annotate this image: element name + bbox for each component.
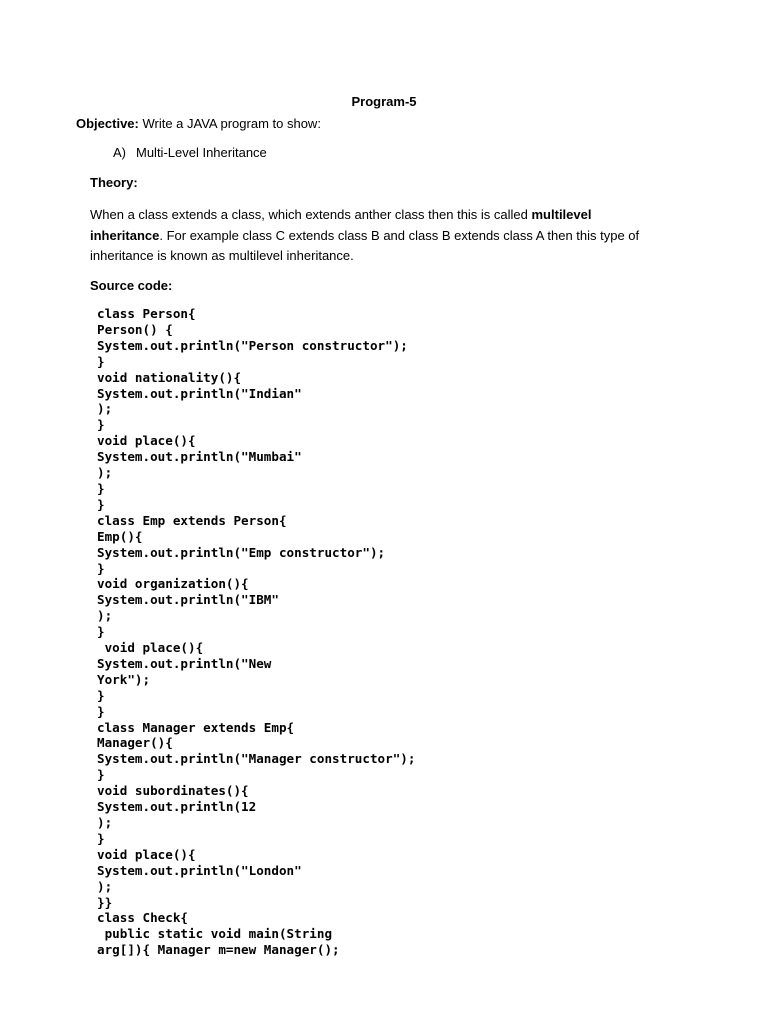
- list-item: [113, 145, 267, 160]
- source-code-block: class Person{ Person() { System.out.println("Person constructor"); } void nationality(){ System.out.println("Indian" ); } void place(){ System.out.println("Mumbai" ); } } class Emp extends Person{ Emp(){ System.out.println("Emp constructor"); } void organization(){ System.out.println("IBM" ); } void place(){ System.out.println("New York"); } } class Manager extends Emp{ Manager(){ System.out.println("Manager constructor"); } void subordinates(){ System.out.println(12 ); } void place(){ System.out.println("London" ); }} class Check{ public static void main(String arg[]){ Manager m=new Manager();: [97, 306, 416, 958]
- theory-line-3: inheritance is known as multilevel inheritance.: [90, 248, 354, 263]
- objective-text: Write a JAVA program to show:: [138, 116, 321, 131]
- list-item-text: Multi-Level Inheritance: [136, 145, 267, 160]
- source-code-heading: Source code:: [90, 278, 173, 293]
- theory-line-1: [90, 205, 690, 226]
- theory-paragraph: [90, 205, 690, 267]
- list-marker: A): [113, 145, 126, 160]
- theory-line-2-text: . For example class C extends class B and class B extends class A then this type of: [159, 227, 640, 243]
- objective-line: [76, 116, 321, 131]
- program-title: Program-5: [351, 94, 417, 109]
- objective-label: Objective:: [76, 116, 139, 131]
- theory-heading: Theory:: [90, 175, 138, 190]
- theory-line-2: [90, 226, 690, 247]
- theory-line-2-bold: inheritance: [90, 227, 160, 243]
- theory-line-1-text: When a class extends a class, which extends anther class then this is called: [90, 207, 532, 222]
- theory-line-1-bold: multilevel: [531, 207, 592, 222]
